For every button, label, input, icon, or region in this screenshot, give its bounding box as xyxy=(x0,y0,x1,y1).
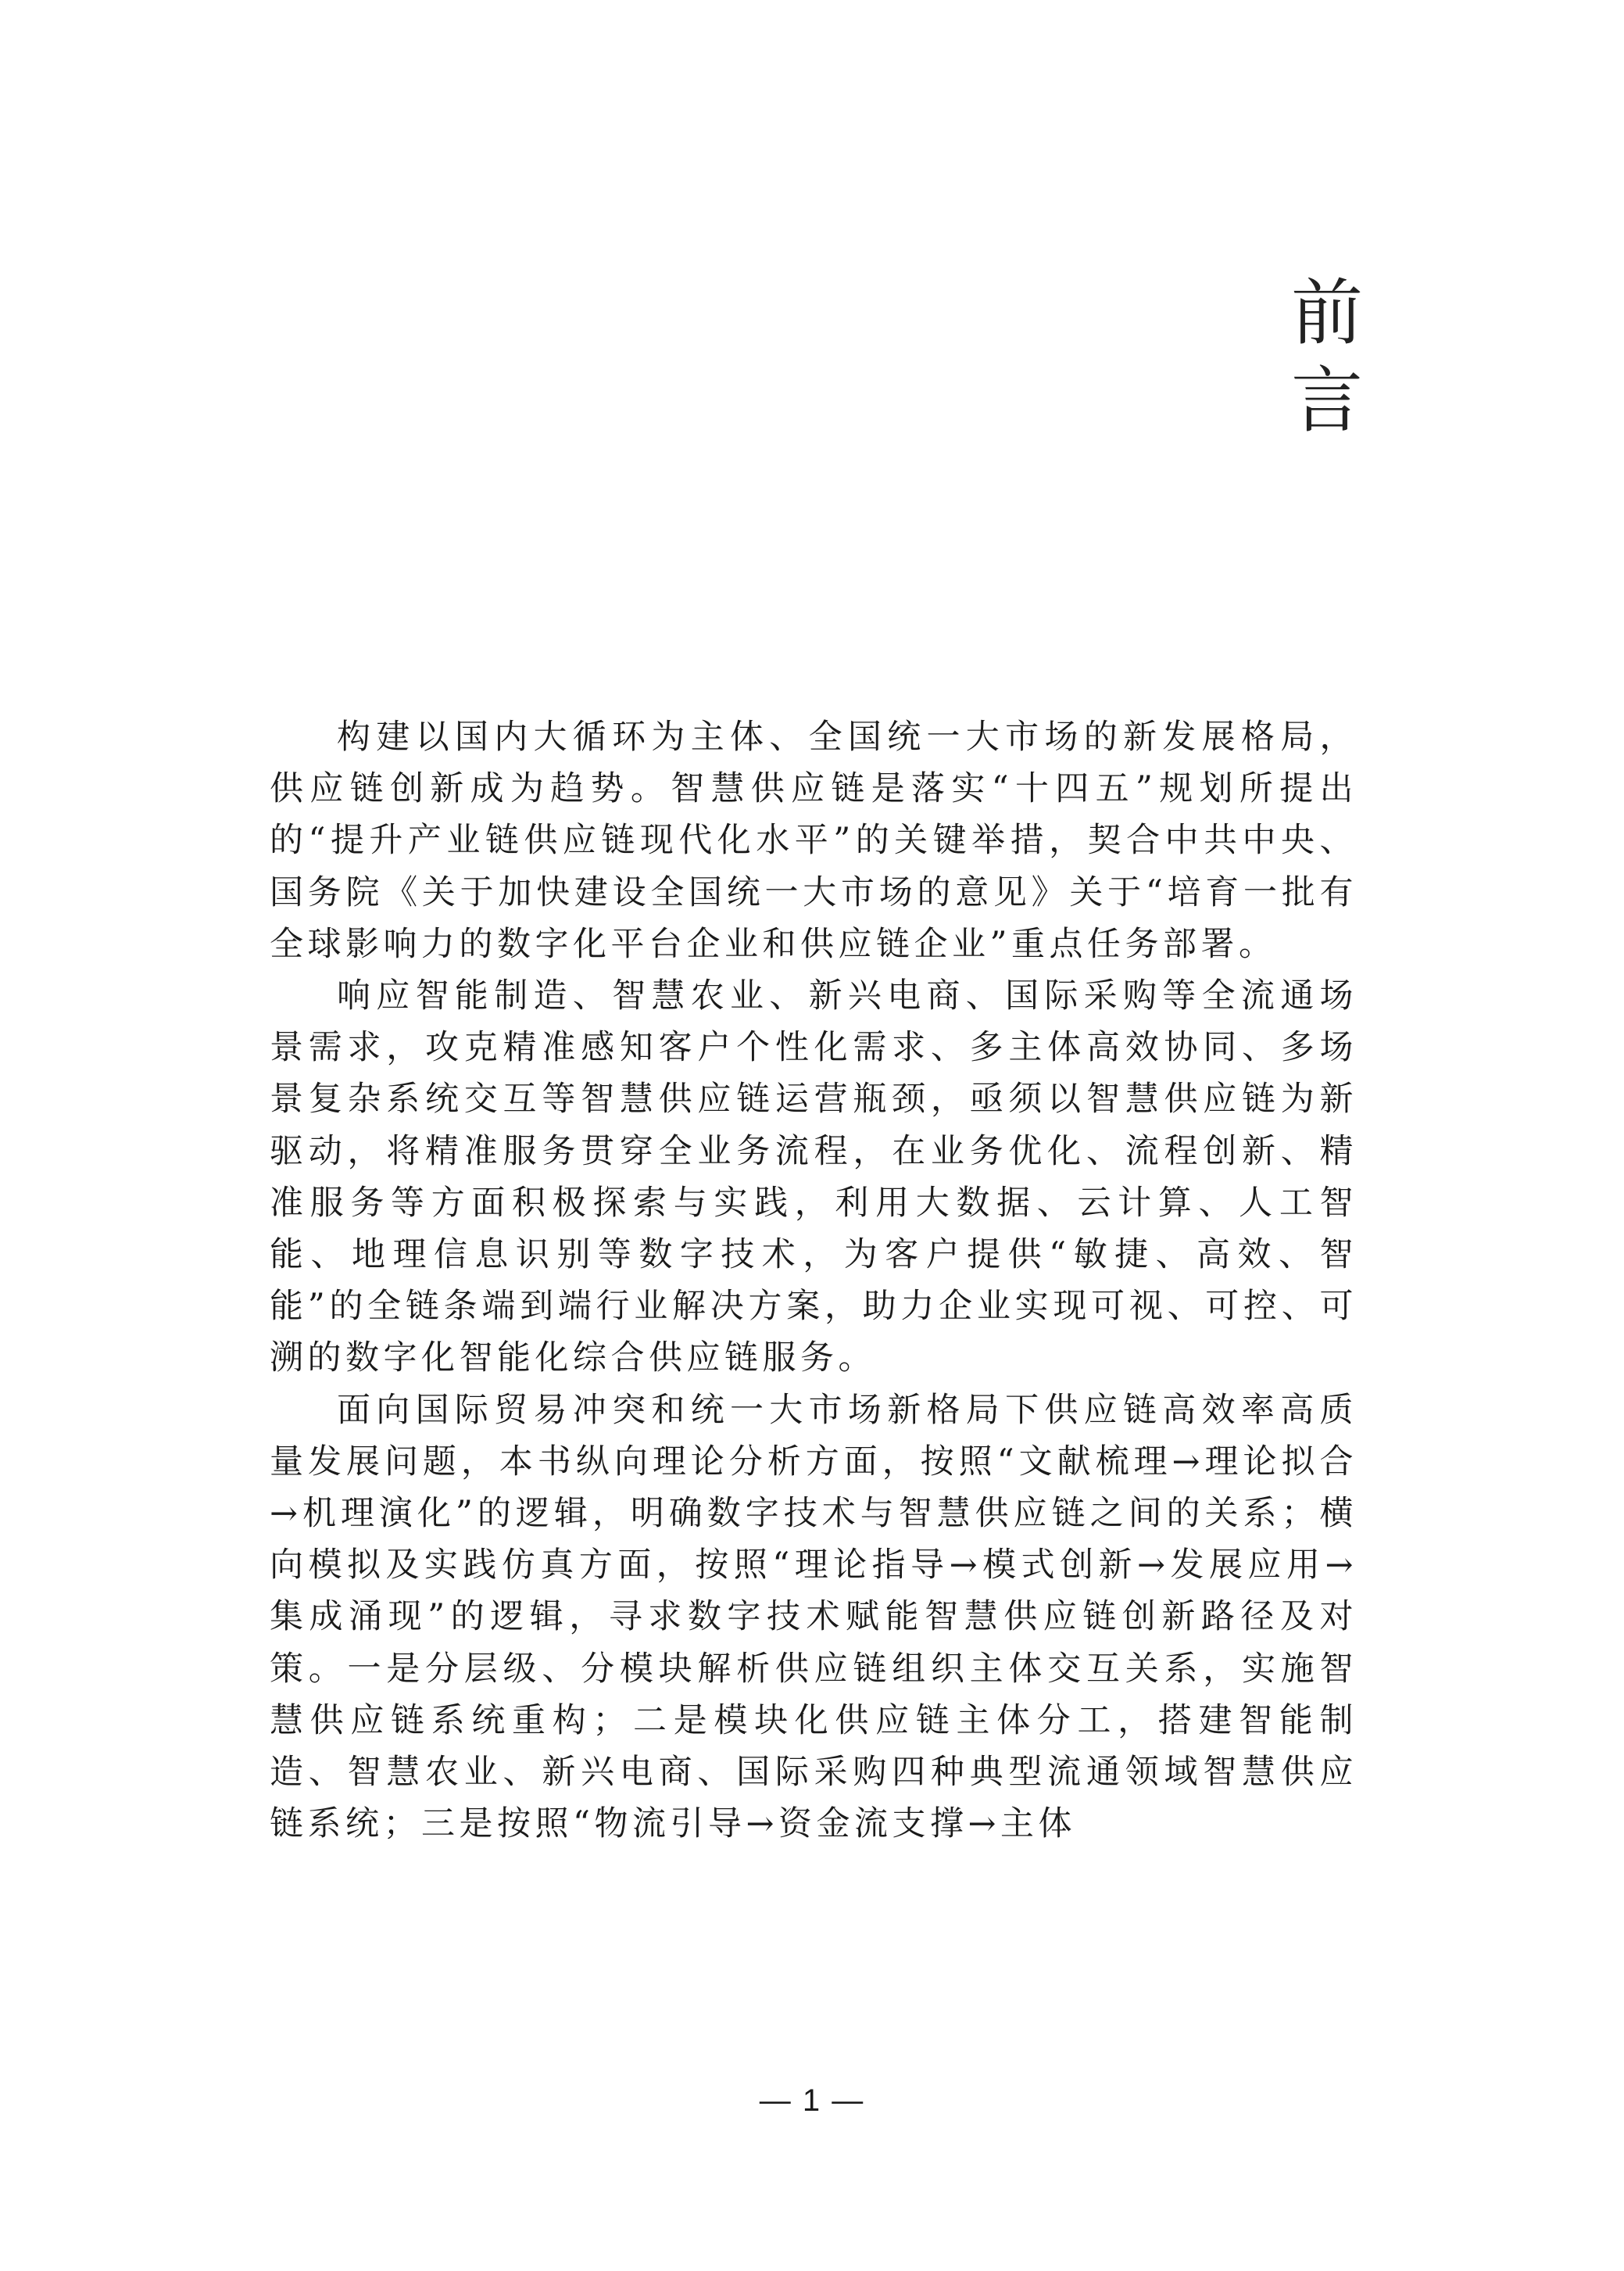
paragraph: 构建以国内大循环为主体、全国统一大市场的新发展格局，供应链创新成为趋势。智慧供应链是落实“十四五”规划所提出的“提升产业链供应链现代化水平”的关键举措，契合中共中央、国务院《关于加快建设全国统一大市场的意见》关于“培育一批有全球影响力的数字化平台企业和供应链企业”重点任务部署。 xyxy=(270,718,1358,964)
body-text xyxy=(270,711,1358,1850)
page-number: — 1 — xyxy=(759,2083,865,2118)
title-char-2: 言 xyxy=(1290,359,1363,442)
paragraph: 响应智能制造、智慧农业、新兴电商、国际采购等全流通场景需求，攻克精准感知客户个性化需求、多主体高效协同、多场景复杂系统交互等智慧供应链运营瓶颈，亟须以智慧供应链为新驱动，将精准服务贯穿全业务流程，在业务优化、流程创新、精准服务等方面积极探索与实践，利用大数据、云计算、人工智能、地理信息识别等数字技术，为客户提供“敏捷、高效、智能”的全链条端到端行业解决方案，助力企业实现可视、可控、可溯的数字化智能化综合供应链服务。 xyxy=(270,976,1358,1378)
title-char-1: 前 xyxy=(1290,271,1363,355)
page-title xyxy=(1288,270,1366,445)
paragraph: 面向国际贸易冲突和统一大市场新格局下供应链高效率高质量发展问题，本书纵向理论分析方面，按照“文献梳理→理论拟合→机理演化”的逻辑，明确数字技术与智慧供应链之间的关系；横向模拟及实践仿真方面，按照“理论指导→模式创新→发展应用→集成涌现”的逻辑，寻求数字技术赋能智慧供应链创新路径及对策。一是分层级、分模块解析供应链组织主体交互关系，实施智慧供应链系统重构；二是模块化供应链主体分工，搭建智能制造、智慧农业、新兴电商、国际采购四种典型流通领域智慧供应链系统；三是按照“物流引导→资金流支撑→主体 xyxy=(270,1390,1358,1844)
